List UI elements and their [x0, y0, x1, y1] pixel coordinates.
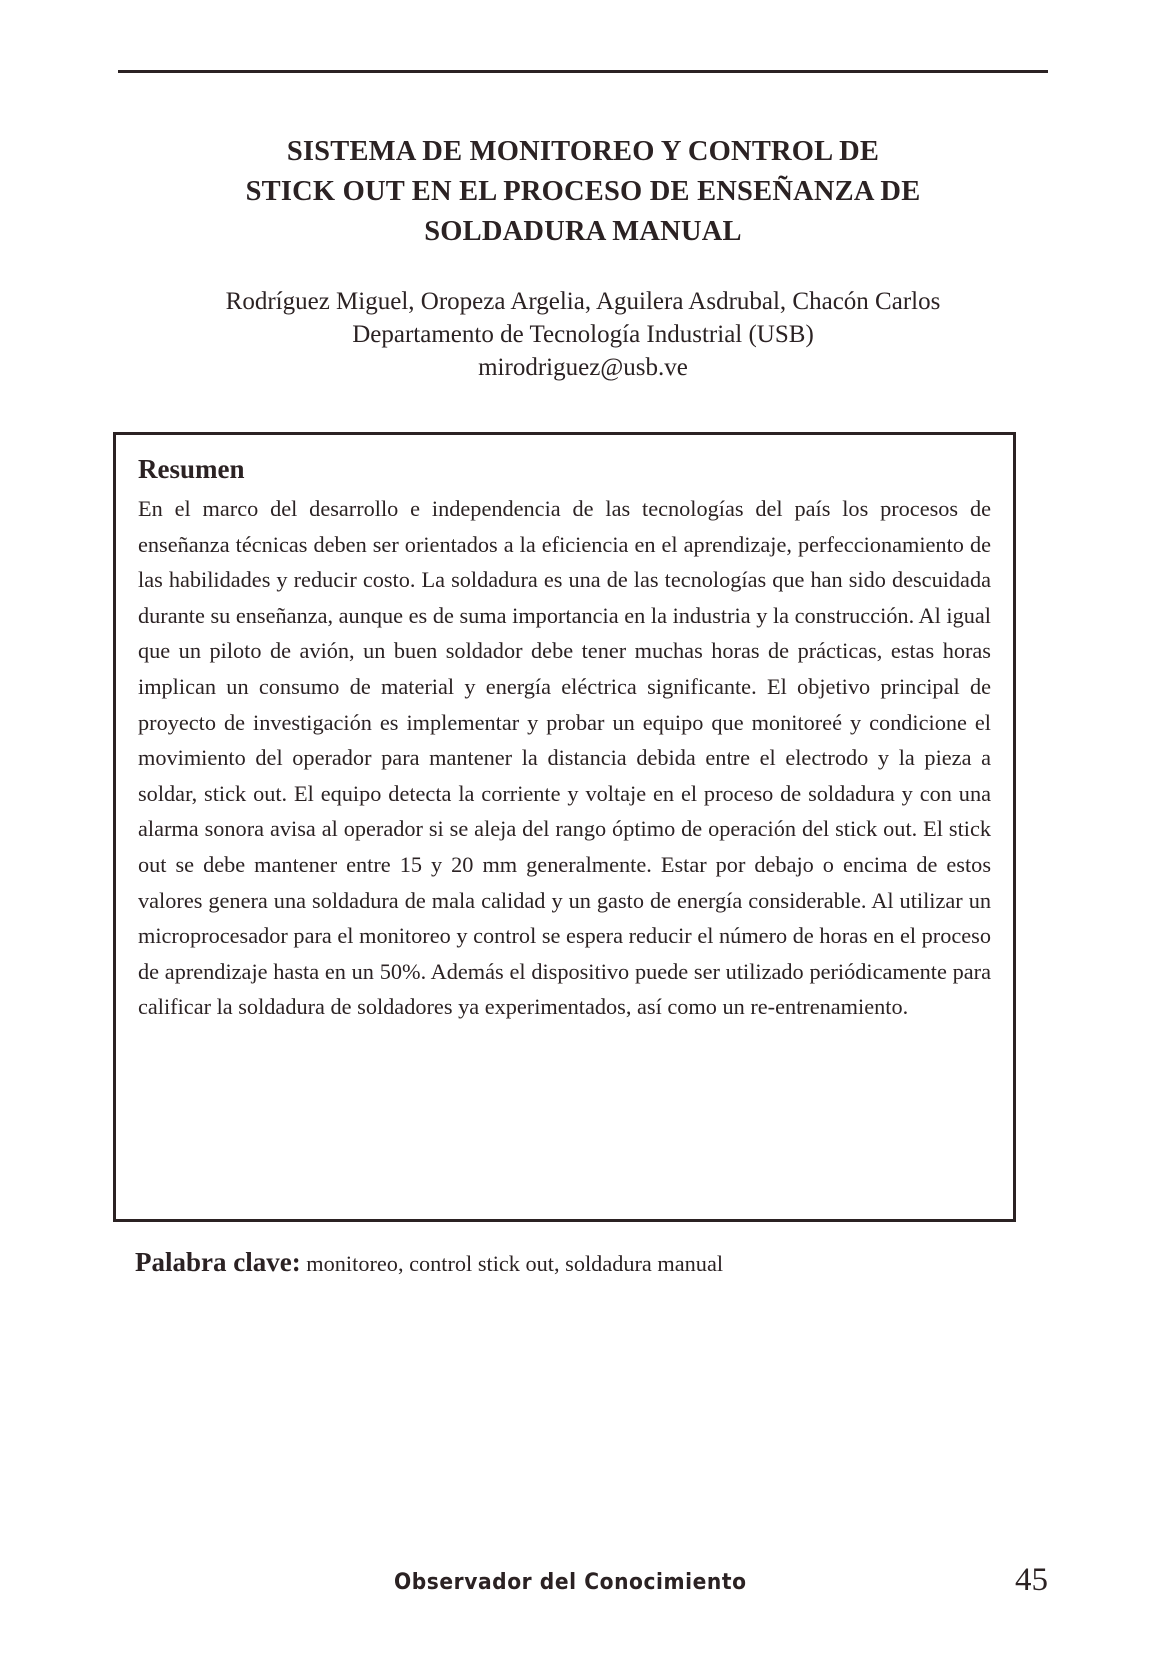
title-line-2: STICK OUT EN EL PROCESO DE ENSEÑANZA DE	[245, 176, 921, 207]
abstract-body: En el marco del desarrollo e independencia de las tecnologías del país los procesos de enseñanza técnicas deben ser orientados a la eficiencia en el aprendizaje, perfeccionamiento de las habilidades y reducir costo. La soldadura es una de las tecnologías que han sido descuidada durante su enseñanza, aunque es de suma importancia en la industria y la construcción. Al igual que un piloto de avión, un buen soldador debe tener muchas horas de prácticas, estas horas implican un consumo de material y energía eléctrica significante. El objetivo principal de proyecto de investigación es implementar y probar un equipo que monitoreé y condicione el movimiento del operador para mantener la distancia debida entre el electrodo y la pieza a soldar, stick out. El equipo detecta la corriente y voltaje en el proceso de soldadura y con una alarma sonora avisa al operador si se aleja del rango óptimo de operación del stick out. El stick out se debe mantener entre 15 y 20 mm generalmente. Estar por debajo o encima de estos valores genera una soldadura de mala calidad y un gasto de energía considerable. Al utilizar un microprocesador para el monitoreo y control se espera reducir el número de horas en el proceso de aprendizaje hasta en un 50%. Además el dispositivo puede ser utilizado periódicamente para calificar la soldadura de soldadores ya experimentados, así como un re-entrenamiento.	[138, 496, 991, 1020]
title-line-3: SOLDADURA MANUAL	[424, 216, 742, 247]
abstract-heading: Resumen	[138, 454, 245, 484]
author-block	[118, 285, 1048, 384]
page-footer	[118, 1562, 1048, 1616]
abstract-box	[113, 432, 1016, 1222]
footer-page-number: 45	[1015, 1562, 1048, 1598]
keywords-values: monitoreo, control stick out, soldadura manual	[300, 1251, 724, 1276]
page-title	[118, 132, 1048, 252]
title-line-1: SISTEMA DE MONITOREO Y CONTROL DE	[286, 136, 880, 167]
author-email: mirodriguez@usb.ve	[478, 354, 688, 381]
header-rule	[118, 70, 1048, 73]
author-affiliation: Departamento de Tecnología Industrial (USB)	[352, 321, 814, 348]
keywords	[135, 1245, 1015, 1281]
keywords-label: Palabra clave:	[135, 1247, 301, 1277]
footer-journal-name: Observador del Conocimiento	[394, 1570, 747, 1595]
author-names: Rodríguez Miguel, Oropeza Argelia, Aguilera Asdrubal, Chacón Carlos	[225, 288, 941, 315]
